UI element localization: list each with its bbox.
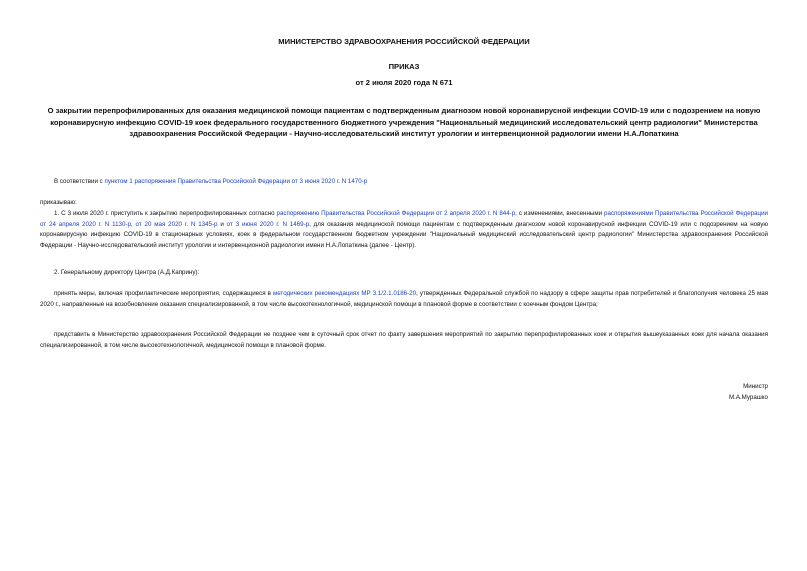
item-1-link-1[interactable]: распоряжению Правительства Российской Федерации от 2 апреля 2020 г. N 844-р: [276, 210, 516, 217]
item-1-paragraph: [40, 209, 768, 251]
item-2a-text-1: принять меры, включая профилактические мероприятия, содержащиеся в: [54, 290, 273, 297]
preamble-link[interactable]: пунктом 1 распоряжения Правительства Российской Федерации от 3 июня 2020 г. N 1470-р: [104, 178, 368, 185]
order-word: приказываю:: [40, 199, 77, 206]
item-1-text-3: ,: [130, 220, 136, 228]
doc-type-heading: ПРИКАЗ: [388, 62, 420, 71]
ministry-heading: МИНИСТЕРСТВО ЗДРАВООХРАНЕНИЯ РОССИЙСКОЙ ФЕДЕРАЦИИ: [278, 37, 530, 46]
signature-position: Министр: [743, 383, 768, 390]
item-2-paragraph: 2. Генеральному директору Центра (А.Д.Каприну):: [54, 269, 200, 276]
item-1-text-2: , с изменениями, внесенными: [515, 210, 605, 217]
item-2a-link[interactable]: методических рекомендациях МР 3.1/2.1.0186-20: [272, 290, 417, 297]
item-1-link-3[interactable]: от 20 мая 2020 г. N 1345-р: [135, 220, 218, 228]
item-2b-paragraph: представить в Министерство здравоохранения Российской Федерации не позднее чем в суточный срок отчет по факту завершения мероприятий по закрытию перепрофилированных коек и открытия вышеуказанных коек для начала оказания специализированной, в том числе высокотехнологичной, медицинской помощи в плановой форме.: [40, 331, 768, 349]
item-1-text-1: 1. С 3 июля 2020 г. приступить к закрытию перепрофилированных согласно: [54, 210, 277, 217]
document-title: О закрытии перепрофилированных для оказания медицинской помощи пациентам с подтвержденным диагнозом новой коронавирусной инфекции COVID-19 или с подозрением на новую коронавирусную инфекцию COVID-19 коек федерального государственного бюджетного учреждения "Национальный медицинский исследовательский центр радиологии" Министерства здравоохранения Российской Федерации - Научно-исследовательский институт урологии и интервенционной радиологии имени Н.А.Лопаткина: [47, 106, 761, 138]
item-1-text-4: и: [217, 220, 227, 228]
item-2a-text-2: , утвержденных Федеральной службой по надзору в сфере защиты прав потребителей и благополучия человека 25 мая 2020 г., направленные на возобновление оказания специализированной, в том числе высокотехнологичной, медицинской помощи в плановой форме в соответствии с коечным фондом Центра;: [40, 290, 768, 308]
item-1-link-4[interactable]: от 3 июня 2020 г. N 1469-р: [226, 220, 310, 228]
item-1-link-2[interactable]: распоряжениями Правительства Российской Федерации от 24 апреля 2020 г. N 1130-р: [40, 210, 768, 228]
item-1-text-5: , для оказания медицинской помощи пациентам с подтвержденным диагнозом новой коронавирусной инфекции COVID-19 или с подозрением на новую коронавирусную инфекцию COVID-19 в стационарных условиях, коек в федеральном государственном бюджетном учреждении "Национальный медицинский исследовательский центр радиологии" Министерства здравоохранения Российской Федерации - Научно-исследовательский институт урологии и интервенционной радиологии имени Н.А.Лопаткина (далее - Центр).: [40, 220, 768, 249]
signature-block: [729, 382, 768, 403]
preamble-text: В соответствии с: [54, 178, 105, 185]
signature-name: М.А.Мурашко: [728, 393, 768, 401]
item-2a-paragraph: [40, 289, 768, 310]
preamble-paragraph: [40, 177, 768, 188]
date-number-heading: от 2 июля 2020 года N 671: [355, 78, 453, 87]
